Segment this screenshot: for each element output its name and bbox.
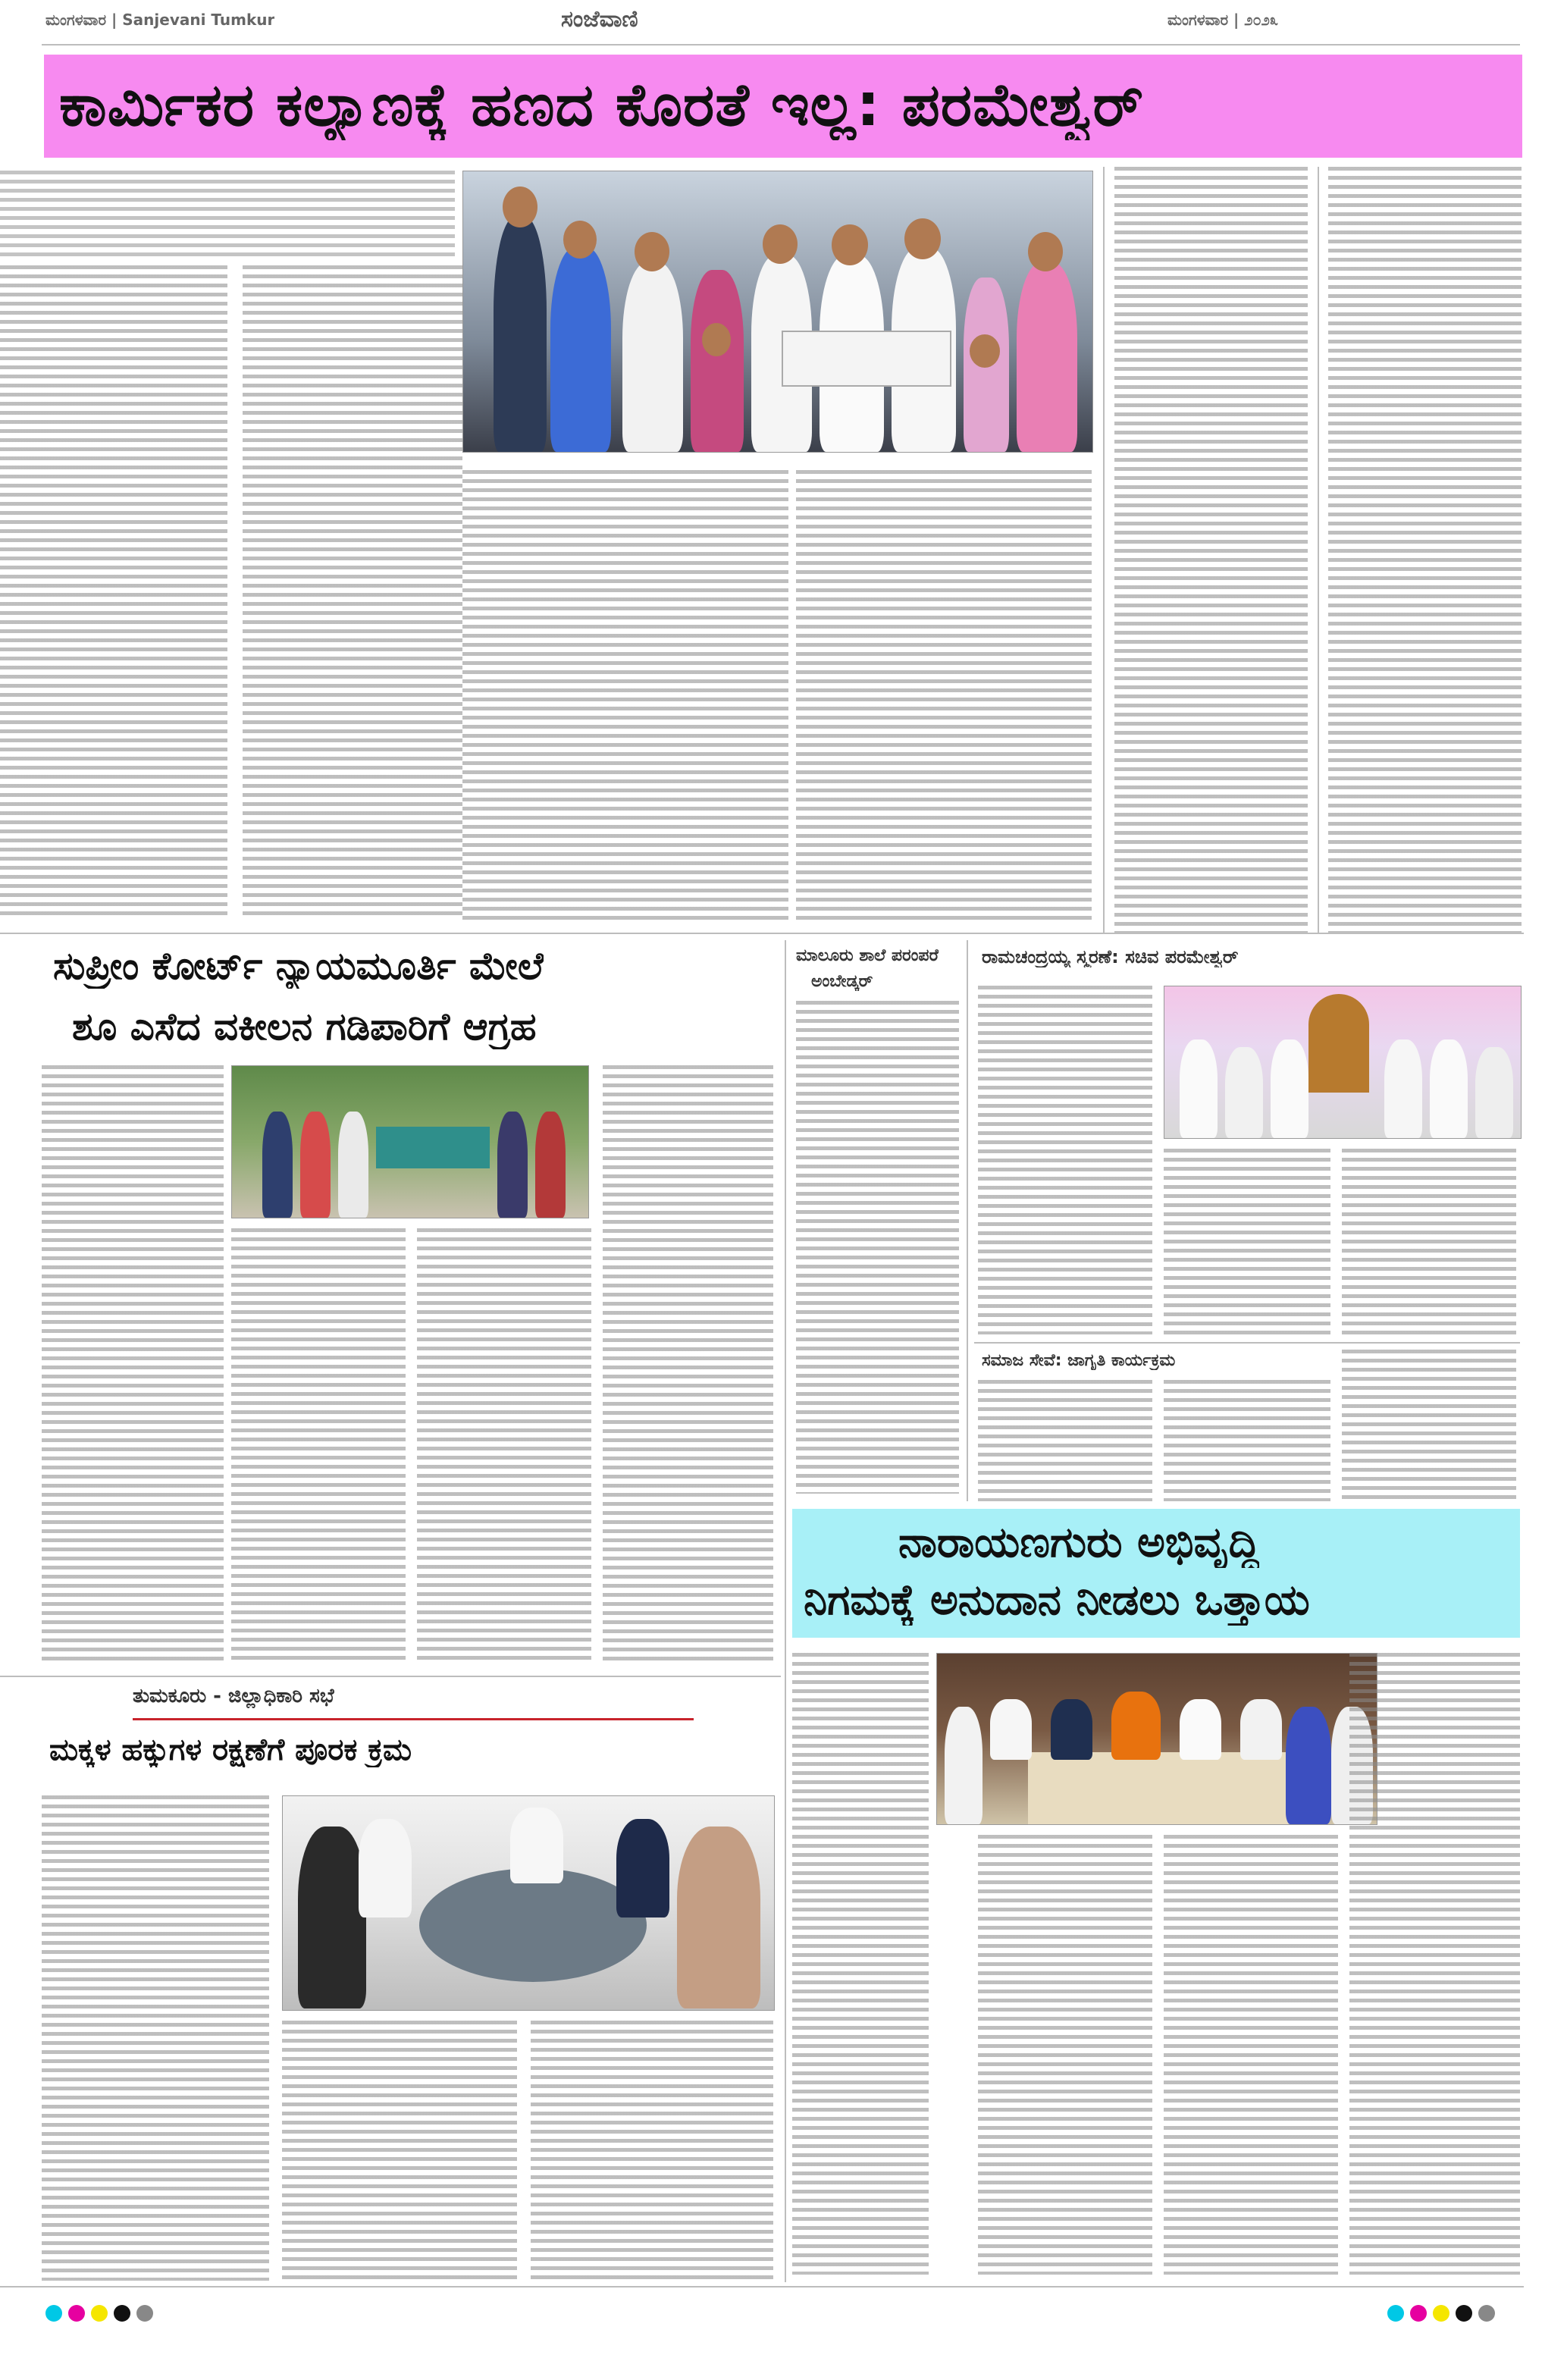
col-rule-4 (967, 940, 968, 1501)
narayana-col3 (1164, 1835, 1338, 2275)
narayana-headline-banner (792, 1509, 1520, 1638)
narayana-headline-line1: ನಾರಾಯಣಗುರು ಅಭಿವೃದ್ಧಿ (898, 1518, 1260, 1567)
main-story-photo (462, 171, 1093, 453)
sub-headline-faded (0, 171, 455, 262)
bottom-story-photo (282, 1795, 775, 2011)
bottom-col2 (282, 2021, 517, 2282)
bottom-kicker-underline (133, 1718, 694, 1720)
mid-small-col2 (1164, 1380, 1330, 1501)
narayana-headline-line2: ನಿಗಮಕ್ಕೆ ಅನುದಾನ ನೀಡಲು ಒತ್ತಾಯ (804, 1576, 1310, 1625)
narayana-col4 (1349, 1653, 1520, 2275)
supreme-story-photo (231, 1065, 589, 1218)
krishna-headline: ರಾಮಚಂದ್ರಯ್ಯ ಸ್ಮರಣೆ: ಸಚಿವ ಪರಮೇಶ್ವರ್ (982, 946, 1239, 967)
main-headline-banner (44, 55, 1522, 158)
small-story-headline: ಮಾಲೂರು ಶಾಲೆ ಪರಂಪರೆ (796, 946, 939, 965)
col-rule-1 (1103, 167, 1105, 933)
supreme-col4 (603, 1065, 773, 1664)
bottom-col1 (42, 1795, 269, 2281)
main-story-col2 (243, 265, 462, 917)
col-rule-2 (1318, 167, 1319, 933)
registration-marks-left (45, 2305, 182, 2325)
masthead-left: ಮಂಗಳವಾರ | Sanjevani Tumkur (45, 11, 275, 29)
registration-marks-right (1387, 2305, 1524, 2325)
supreme-col1 (42, 1065, 224, 1664)
narayana-col1 (792, 1653, 929, 2275)
main-story-col1 (0, 265, 227, 917)
right-col2 (1328, 167, 1522, 933)
krishna-col3 (1342, 1149, 1516, 1334)
mid-small-headline: ಸಮಾಜ ಸೇವೆ: ಜಾಗೃತಿ ಕಾರ್ಯಕ್ರಮ (982, 1351, 1176, 1370)
bottom-headline: ಮಕ್ಕಳ ಹಕ್ಕುಗಳ ರಕ್ಷಣೆಗೆ ಪೂರಕ ಕ್ರಮ (49, 1732, 412, 1767)
col-rule-3 (785, 940, 786, 2282)
masthead-center: ಸಂಜೆವಾಣಿ (561, 6, 638, 33)
section-rule-3 (0, 1676, 781, 1677)
bottom-kicker: ತುಮಕೂರು - ಜಿಲ್ಲಾಧಿಕಾರಿ ಸಭೆ (133, 1685, 334, 1707)
small-story-sub: ಅಂಬೇಡ್ಕರ್ (811, 972, 873, 991)
small-story-text (796, 1001, 959, 1494)
krishna-col1 (978, 986, 1152, 1334)
main-headline: ಕಾರ್ಮಿಕರ ಕಲ್ಯಾಣಕ್ಕೆ ಹಣದ ಕೊರತೆ ಇಲ್ಲ: ಪರಮೇಶ್ವರ್ (59, 71, 1145, 140)
narayana-col2 (978, 1835, 1152, 2275)
mid-small-col3 (1342, 1350, 1516, 1501)
supreme-headline-line2: ಶೂ ಎಸೆದ ವಕೀಲನ ಗಡಿಪಾರಿಗೆ ಆಗ್ರಹ (72, 1005, 537, 1049)
supreme-headline-line1: ಸುಪ್ರೀಂ ಕೋರ್ಟ್ ನ್ಯಾಯಮೂರ್ತಿ ಮೇಲೆ (53, 944, 544, 988)
section-rule-2 (974, 1342, 1520, 1344)
supreme-col3 (417, 1228, 591, 1664)
section-rule-1 (0, 933, 1524, 934)
main-story-col3 (462, 470, 788, 925)
mid-small-col1 (978, 1380, 1152, 1501)
krishna-photo (1164, 986, 1522, 1139)
masthead-right: ಮಂಗಳವಾರ | ೨೦೨೩ (1167, 11, 1279, 29)
right-col1 (1114, 167, 1308, 933)
supreme-col2 (231, 1228, 406, 1664)
main-story-col4 (796, 470, 1092, 925)
masthead-rule (42, 44, 1520, 45)
bottom-col3 (531, 2021, 773, 2282)
krishna-col2 (1164, 1149, 1330, 1334)
narayana-photo (936, 1653, 1377, 1825)
page-bottom-rule (0, 2286, 1524, 2287)
